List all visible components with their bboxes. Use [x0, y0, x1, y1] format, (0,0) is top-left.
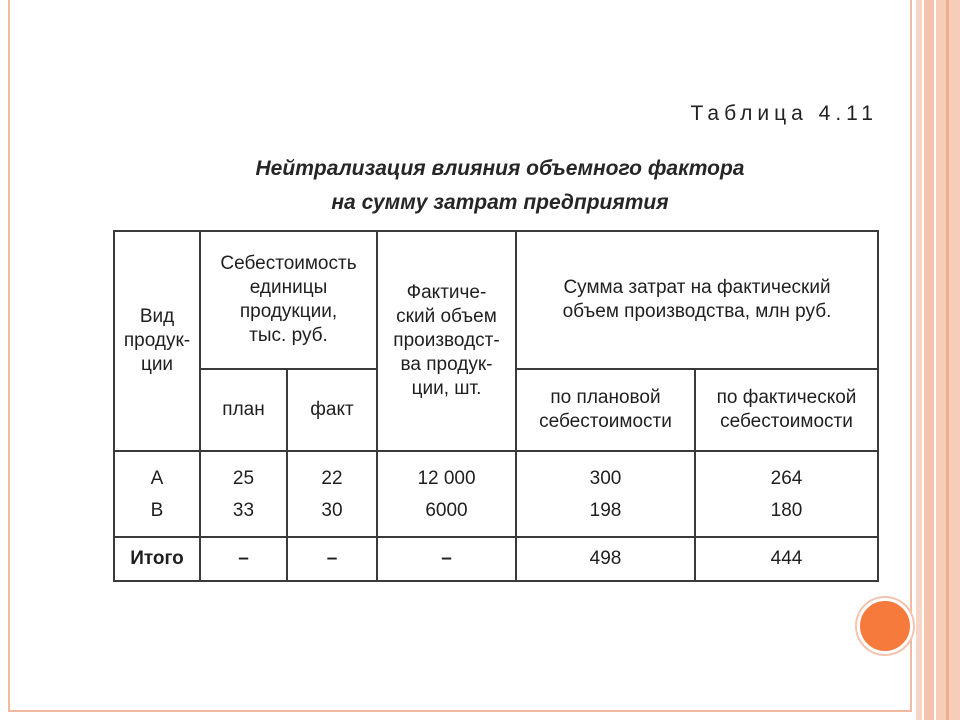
- cell-plan-total: 498: [516, 537, 695, 581]
- cell-fact-total: 444: [695, 537, 878, 581]
- table-row: [114, 451, 878, 495]
- table-row: [114, 495, 878, 537]
- cell-volume: –: [377, 537, 516, 581]
- cell-fact-total: 264: [695, 451, 878, 495]
- cell-fact: 30: [287, 495, 377, 537]
- header-unit-cost: Себестоимость единицы продукции, тыс. руб.: [200, 231, 377, 369]
- table-number-label: Таблица 4.11: [690, 102, 878, 125]
- cell-plan: 33: [200, 495, 287, 537]
- cell-plan-total: 198: [516, 495, 695, 537]
- table-title: [150, 152, 850, 220]
- header-actual-volume: Фактиче- ский объем производст- ва продук- ции, шт.: [377, 231, 516, 451]
- cell-product: В: [114, 495, 200, 537]
- cell-product: Итого: [114, 537, 200, 581]
- header-by-plan-cost: по плановой себестоимости: [516, 369, 695, 451]
- table-title-line-1: Нейтрализация влияния объемного фактора: [255, 157, 745, 180]
- header-total-cost: Сумма затрат на фактический объем производства, млн руб.: [516, 231, 878, 369]
- cell-volume: 6000: [377, 495, 516, 537]
- cell-plan: 25: [200, 451, 287, 495]
- cell-plan: –: [200, 537, 287, 581]
- table-title-line-2: на сумму затрат предприятия: [331, 191, 669, 214]
- orange-dot-decoration: [857, 598, 913, 654]
- cell-plan-total: 300: [516, 451, 695, 495]
- table-total-row: [114, 537, 878, 581]
- decor-stripe: [946, 0, 949, 720]
- header-product: Вид продук- ции: [114, 231, 200, 451]
- cell-volume: 12 000: [377, 451, 516, 495]
- cell-product: А: [114, 451, 200, 495]
- cell-fact: –: [287, 537, 377, 581]
- cost-table: [113, 230, 879, 582]
- header-fact: факт: [287, 369, 377, 451]
- header-by-fact-cost: по фактической себестоимости: [695, 369, 878, 451]
- cell-fact: 22: [287, 451, 377, 495]
- decor-stripe: [924, 0, 934, 720]
- cell-fact-total: 180: [695, 495, 878, 537]
- decor-stripe: [916, 0, 922, 720]
- header-plan: план: [200, 369, 287, 451]
